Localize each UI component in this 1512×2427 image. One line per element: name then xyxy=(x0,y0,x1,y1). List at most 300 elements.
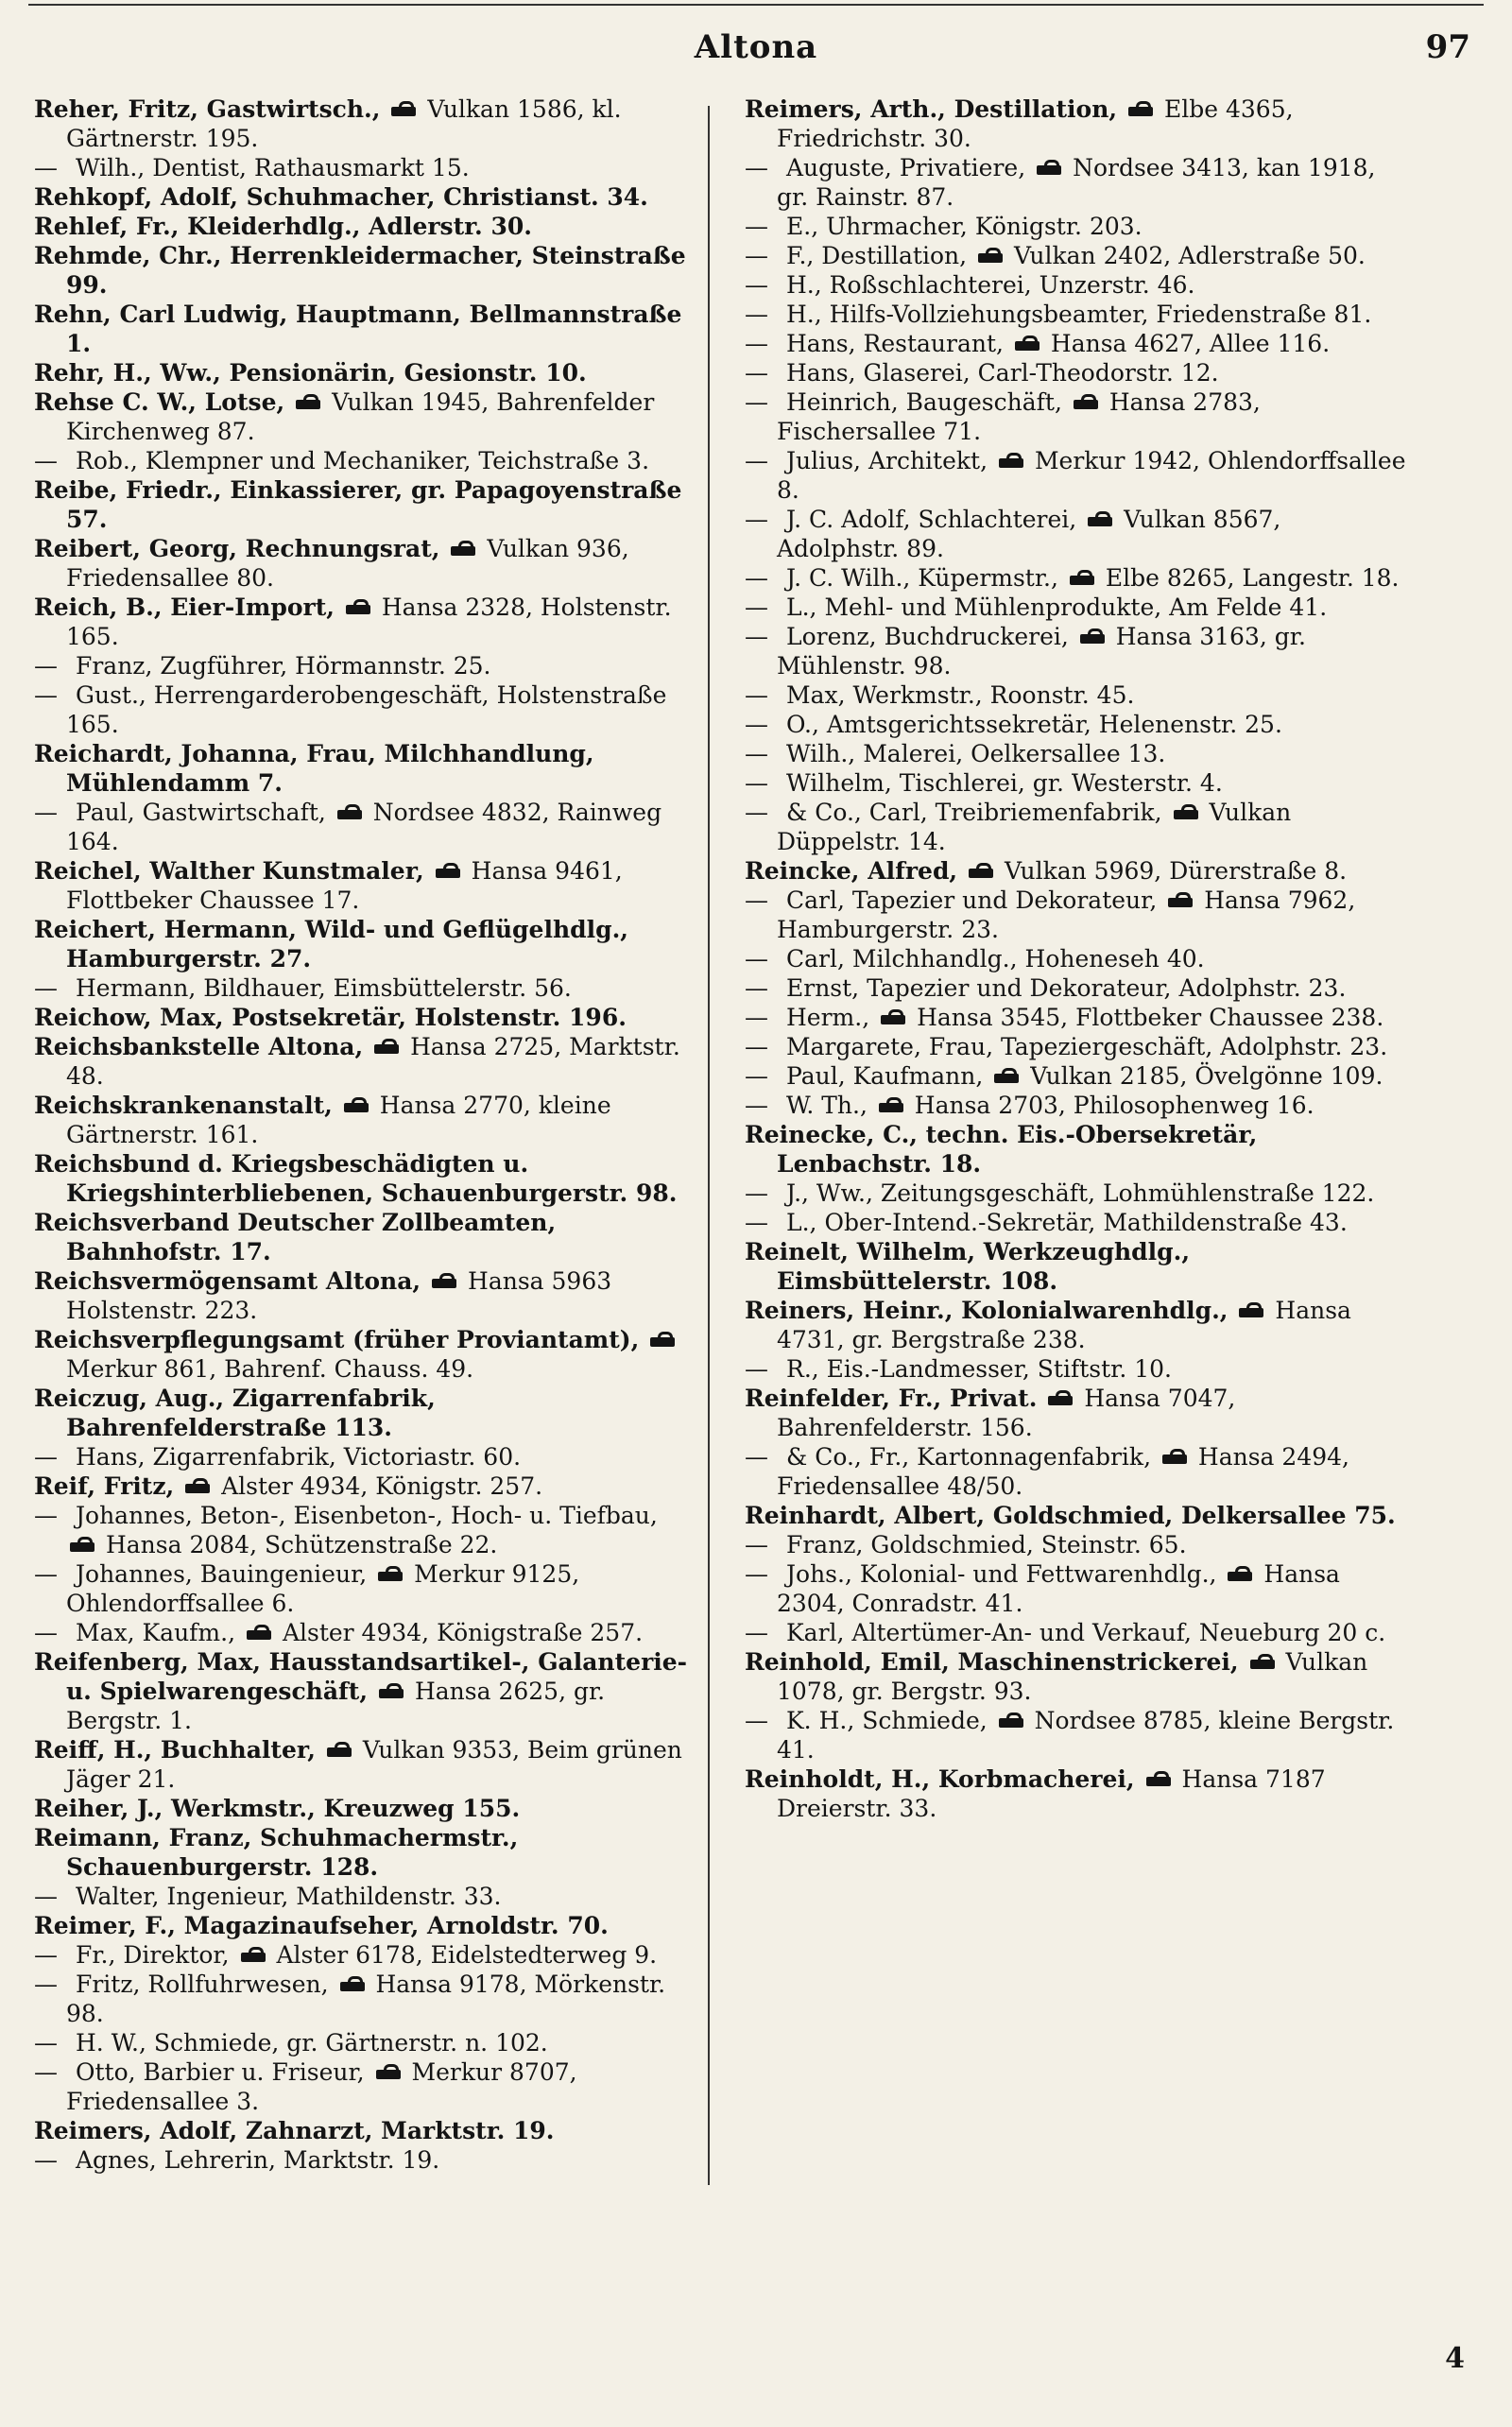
entry-details: Vulkan 936, Friedensallee 80. xyxy=(66,535,629,592)
entry-text: K. H., Schmiede, xyxy=(786,1707,988,1734)
entry-text: Herm., xyxy=(786,1004,870,1031)
directory-entry xyxy=(745,1120,1406,1179)
entry-details: Elbe 8265, Langestr. 18. xyxy=(1105,564,1400,592)
telephone-icon xyxy=(185,1482,210,1495)
column-divider xyxy=(708,106,710,2185)
entry-name: Reimer, F., Magazinaufseher, Arnoldstr. 70. xyxy=(34,1912,609,1939)
directory-entry xyxy=(745,505,1406,563)
directory-entry xyxy=(34,680,696,739)
dash-marker: — xyxy=(745,886,768,914)
entry-name: Reinelt, Wilhelm, Werkzeughdlg., Eimsbüttelerstr. 108. xyxy=(745,1238,1191,1295)
dash-marker: — xyxy=(745,359,768,387)
entry-text: Julius, Architekt, xyxy=(786,447,988,474)
directory-entry xyxy=(34,241,696,300)
entry-details: Vulkan 5969, Dürerstraße 8. xyxy=(1005,857,1348,885)
dash-marker: — xyxy=(34,2146,58,2174)
directory-entry xyxy=(745,1032,1406,1061)
entry-text: H., Roßschlachterei, Unzerstr. 46. xyxy=(786,271,1195,299)
top-rule xyxy=(28,4,1484,19)
directory-entry xyxy=(34,1266,696,1325)
dash-marker: — xyxy=(745,154,768,181)
directory-entry xyxy=(745,710,1406,739)
entry-details: Nordsee 3413, kan 1918, gr. Rainstr. 87. xyxy=(777,154,1376,211)
dash-marker: — xyxy=(34,974,58,1002)
entry-text: Max, Werkmstr., Roonstr. 45. xyxy=(786,681,1135,709)
dash-marker: — xyxy=(745,271,768,299)
directory-entry xyxy=(745,387,1406,446)
entry-name: Reichel, Walther Kunstmaler, xyxy=(34,857,424,885)
entry-text: F., Destillation, xyxy=(786,242,968,269)
directory-entry xyxy=(745,1647,1406,1706)
dash-marker: — xyxy=(745,1619,768,1646)
dash-marker: — xyxy=(34,1619,58,1646)
directory-entry xyxy=(745,593,1406,622)
dash-marker: — xyxy=(745,564,768,592)
entry-text: Karl, Altertümer-An- und Verkauf, Neueburg 20 c. xyxy=(786,1619,1386,1646)
entry-name: Rehn, Carl Ludwig, Hauptmann, Bellmannstraße 1. xyxy=(34,301,682,357)
entry-text: Otto, Barbier u. Friseur, xyxy=(76,2058,365,2086)
entry-name: Reher, Fritz, Gastwirtsch., xyxy=(34,95,381,123)
telephone-icon xyxy=(1037,164,1061,177)
directory-entry xyxy=(34,2116,696,2145)
entry-details: Hansa 2725, Marktstr. 48. xyxy=(66,1033,680,1090)
entry-name: Reinfelder, Fr., Privat. xyxy=(745,1385,1038,1412)
entry-text: Hans, Glaserei, Carl-Theodorstr. 12. xyxy=(786,359,1219,387)
directory-entry xyxy=(745,886,1406,944)
dash-marker: — xyxy=(745,1092,768,1119)
entry-name: Reinecke, C., techn. Eis.-Obersekretär, Lenbachstr. 18. xyxy=(745,1121,1258,1178)
telephone-icon xyxy=(451,544,475,558)
directory-entry xyxy=(34,651,696,680)
directory-entry xyxy=(745,1003,1406,1032)
entry-name: Reiners, Heinr., Kolonialwarenhdlg., xyxy=(745,1297,1228,1324)
entry-text: Carl, Milchhandlg., Hoheneseh 40. xyxy=(786,945,1205,973)
entry-details: Vulkan 8567, Adolphstr. 89. xyxy=(777,506,1281,562)
entry-details: Hansa 7962, Hamburgerstr. 23. xyxy=(777,886,1356,943)
directory-entry xyxy=(745,973,1406,1003)
telephone-icon xyxy=(374,1042,399,1056)
directory-entry xyxy=(745,1706,1406,1764)
dash-marker: — xyxy=(745,594,768,621)
entry-text: Ernst, Tapezier und Dekorateur, Adolphstr. 23. xyxy=(786,974,1347,1002)
entry-details: Hansa 9178, Mörkenstr. 98. xyxy=(66,1971,666,2027)
entry-details: Hansa 4627, Allee 116. xyxy=(1050,330,1331,357)
telephone-icon xyxy=(1128,105,1153,118)
entry-details: Hansa 7047, Bahrenfelderstr. 156. xyxy=(777,1385,1236,1441)
telephone-icon xyxy=(346,603,370,616)
dash-marker: — xyxy=(745,681,768,709)
directory-entry xyxy=(745,270,1406,300)
entry-name: Rehr, H., Ww., Pensionärin, Gesionstr. 10. xyxy=(34,359,587,387)
directory-entry xyxy=(745,153,1406,212)
entry-name: Reiff, H., Buchhalter, xyxy=(34,1736,316,1764)
directory-entry xyxy=(745,622,1406,680)
directory-entry xyxy=(34,1149,696,1208)
directory-entry xyxy=(34,1442,696,1472)
directory-entry xyxy=(745,1764,1406,1823)
entry-details: Vulkan 2185, Övelgönne 109. xyxy=(1030,1062,1383,1090)
dash-marker: — xyxy=(34,1502,58,1529)
entry-text: Paul, Gastwirtschaft, xyxy=(76,799,326,826)
directory-entry xyxy=(745,1618,1406,1647)
dash-marker: — xyxy=(745,1355,768,1383)
entry-text: & Co., Fr., Kartonnagenfabrik, xyxy=(786,1443,1152,1471)
dash-marker: — xyxy=(745,447,768,474)
directory-entry xyxy=(745,1384,1406,1442)
telephone-icon xyxy=(978,251,1003,265)
directory-entry xyxy=(34,212,696,241)
entry-text: Max, Kaufm., xyxy=(76,1619,236,1646)
directory-entry xyxy=(34,1794,696,1823)
entry-details: Hansa 2304, Conradstr. 41. xyxy=(777,1560,1340,1617)
directory-entry xyxy=(745,95,1406,153)
directory-entry xyxy=(34,593,696,651)
entry-text: Johannes, Bauingenieur, xyxy=(76,1560,368,1588)
telephone-icon xyxy=(999,456,1023,470)
telephone-icon xyxy=(376,2068,401,2081)
entry-details: Nordsee 4832, Rainweg 164. xyxy=(66,799,662,855)
entry-name: Rehmde, Chr., Herrenkleidermacher, Steinstraße 99. xyxy=(34,242,686,299)
directory-entry xyxy=(34,1647,696,1735)
directory-entry xyxy=(34,1032,696,1091)
dash-marker: — xyxy=(745,1209,768,1236)
telephone-icon xyxy=(1250,1658,1275,1671)
directory-entry xyxy=(34,1970,696,2028)
dash-marker: — xyxy=(745,1560,768,1588)
dash-marker: — xyxy=(745,1062,768,1090)
entry-name: Reichsvermögensamt Altona, xyxy=(34,1267,421,1295)
telephone-icon xyxy=(1162,1453,1187,1466)
entry-details: Nordsee 8785, kleine Bergstr. 41. xyxy=(777,1707,1395,1764)
telephone-icon xyxy=(1168,896,1193,909)
directory-entry xyxy=(745,1237,1406,1296)
entry-details: Alster 4934, Königstr. 257. xyxy=(221,1472,543,1500)
directory-entry xyxy=(745,739,1406,768)
directory-entry xyxy=(745,563,1406,593)
entry-text: Wilh., Dentist, Rathausmarkt 15. xyxy=(76,154,470,181)
entry-details: Hansa 4731, gr. Bergstraße 238. xyxy=(777,1297,1351,1353)
right-column xyxy=(745,95,1406,1823)
entry-name: Reichow, Max, Postsekretär, Holstenstr. 196. xyxy=(34,1004,627,1031)
directory-entry xyxy=(34,1384,696,1442)
entry-text: H. W., Schmiede, gr. Gärtnerstr. n. 102. xyxy=(76,2029,548,2057)
entry-text: J., Ww., Zeitungsgeschäft, Lohmühlenstraße 122. xyxy=(786,1179,1375,1207)
entry-details: Hansa 3545, Flottbeker Chaussee 238. xyxy=(917,1004,1384,1031)
entry-details: Hansa 2084, Schützenstraße 22. xyxy=(105,1531,498,1558)
directory-entry xyxy=(34,973,696,1003)
entry-name: Reichsbankstelle Altona, xyxy=(34,1033,364,1060)
telephone-icon xyxy=(999,1716,1023,1730)
left-column xyxy=(34,95,696,2175)
entry-name: Rehlef, Fr., Kleiderhdlg., Adlerstr. 30. xyxy=(34,213,532,240)
entry-details: Vulkan 1078, gr. Bergstr. 93. xyxy=(777,1648,1368,1705)
directory-entry xyxy=(34,1882,696,1911)
telephone-icon xyxy=(432,1277,456,1290)
entry-name: Reiczug, Aug., Zigarrenfabrik, Bahrenfelderstraße 113. xyxy=(34,1385,436,1441)
entry-details: Merkur 8707, Friedensallee 3. xyxy=(66,2058,577,2115)
dash-marker: — xyxy=(34,2058,58,2086)
directory-entry xyxy=(745,358,1406,387)
entry-name: Rehkopf, Adolf, Schuhmacher, Christianst. 34. xyxy=(34,183,648,211)
telephone-icon xyxy=(1070,574,1094,587)
dash-marker: — xyxy=(34,1971,58,1998)
telephone-icon xyxy=(241,1951,266,1964)
entry-details: Merkur 1942, Ohlendorffsallee 8. xyxy=(777,447,1406,504)
entry-text: Walter, Ingenieur, Mathildenstr. 33. xyxy=(76,1883,502,1910)
directory-entry xyxy=(745,1559,1406,1618)
directory-entry xyxy=(34,446,696,475)
telephone-icon xyxy=(327,1746,352,1759)
entry-name: Reichskrankenanstalt, xyxy=(34,1092,333,1119)
entry-details: Alster 4934, Königstraße 257. xyxy=(282,1619,644,1646)
entry-details: Merkur 9125, Ohlendorffsallee 6. xyxy=(66,1560,580,1617)
telephone-icon xyxy=(436,867,460,880)
dash-marker: — xyxy=(34,1443,58,1471)
signature-mark: 4 xyxy=(1445,2342,1465,2375)
directory-entry xyxy=(745,300,1406,329)
entry-details: Hansa 9461, Flottbeker Chaussee 17. xyxy=(66,857,623,914)
entry-name: Reimers, Arth., Destillation, xyxy=(745,95,1118,123)
entry-details: Hansa 2494, Friedensallee 48/50. xyxy=(777,1443,1349,1500)
telephone-icon xyxy=(247,1628,271,1642)
telephone-icon xyxy=(1074,398,1098,411)
dash-marker: — xyxy=(745,242,768,269)
dash-marker: — xyxy=(34,1560,58,1588)
dash-marker: — xyxy=(745,301,768,328)
entry-text: O., Amtsgerichtssekretär, Helenenstr. 25. xyxy=(786,711,1282,738)
dash-marker: — xyxy=(34,1941,58,1969)
entry-name: Reinhold, Emil, Maschinenstrickerei, xyxy=(745,1648,1239,1676)
directory-entry xyxy=(34,915,696,973)
directory-entry xyxy=(34,2057,696,2116)
entry-text: Hans, Restaurant, xyxy=(786,330,1004,357)
entry-text: Fritz, Rollfuhrwesen, xyxy=(76,1971,329,1998)
directory-entry xyxy=(745,329,1406,358)
directory-entry xyxy=(745,1208,1406,1237)
directory-entry xyxy=(745,856,1406,886)
entry-name: Reimann, Franz, Schuhmachermstr., Schauenburgerstr. 128. xyxy=(34,1824,519,1881)
dash-marker: — xyxy=(745,1179,768,1207)
directory-entry xyxy=(34,182,696,212)
directory-entry xyxy=(34,1618,696,1647)
dash-marker: — xyxy=(745,506,768,533)
entry-text: Rob., Klempner und Mechaniker, Teichstraße 3. xyxy=(76,447,650,474)
entry-text: L., Mehl- und Mühlenprodukte, Am Felde 41. xyxy=(786,594,1328,621)
entry-text: W. Th., xyxy=(786,1092,868,1119)
directory-entry xyxy=(34,2028,696,2057)
entry-name: Reiher, J., Werkmstr., Kreuzweg 155. xyxy=(34,1795,521,1822)
directory-entry xyxy=(745,1530,1406,1559)
entry-text: Hans, Zigarrenfabrik, Victoriastr. 60. xyxy=(76,1443,522,1471)
entry-text: L., Ober-Intend.-Sekretär, Mathildenstraße 43. xyxy=(786,1209,1348,1236)
entry-details: Vulkan 1586, kl. Gärtnerstr. 195. xyxy=(66,95,622,152)
dash-marker: — xyxy=(745,945,768,973)
directory-entry xyxy=(34,1325,696,1384)
directory-entry xyxy=(745,1354,1406,1384)
entry-details: Vulkan Düppelstr. 14. xyxy=(777,799,1292,855)
dash-marker: — xyxy=(34,652,58,680)
entry-details: Alster 6178, Eidelstedterweg 9. xyxy=(276,1941,658,1969)
dash-marker: — xyxy=(745,623,768,650)
entry-details: Vulkan 2402, Adlerstraße 50. xyxy=(1013,242,1366,269)
dash-marker: — xyxy=(745,1033,768,1060)
entry-details: Hansa 2703, Philosophenweg 16. xyxy=(914,1092,1314,1119)
entry-text: Lorenz, Buchdruckerei, xyxy=(786,623,1069,650)
directory-entry xyxy=(34,1940,696,1970)
telephone-icon xyxy=(1239,1306,1263,1319)
telephone-icon xyxy=(1048,1394,1073,1407)
entry-text: Franz, Zugführer, Hörmannstr. 25. xyxy=(76,652,491,680)
entry-details: Hansa 2328, Holstenstr. 165. xyxy=(66,594,672,650)
entry-text: Auguste, Privatiere, xyxy=(786,154,1026,181)
telephone-icon xyxy=(378,1570,403,1583)
entry-text: & Co., Carl, Treibriemenfabrik, xyxy=(786,799,1162,826)
telephone-icon xyxy=(879,1101,903,1114)
directory-entry xyxy=(34,856,696,915)
entry-details: Hansa 2770, kleine Gärtnerstr. 161. xyxy=(66,1092,611,1148)
dash-marker: — xyxy=(34,799,58,826)
directory-entry xyxy=(34,2145,696,2175)
telephone-icon xyxy=(1228,1570,1252,1583)
entry-text: Carl, Tapezier und Dekorateur, xyxy=(786,886,1158,914)
entry-details: Merkur 861, Bahrenf. Chauss. 49. xyxy=(66,1355,474,1383)
telephone-icon xyxy=(344,1101,369,1114)
entry-name: Reichardt, Johanna, Frau, Milchhandlung, Mühlendamm 7. xyxy=(34,740,594,797)
telephone-icon xyxy=(340,1980,365,1993)
telephone-icon xyxy=(296,398,320,411)
telephone-icon xyxy=(650,1335,675,1349)
entry-details: Vulkan 9353, Beim grünen Jäger 21. xyxy=(66,1736,682,1793)
entry-name: Reincke, Alfred, xyxy=(745,857,958,885)
directory-entry xyxy=(34,300,696,358)
dash-marker: — xyxy=(745,330,768,357)
directory-entry xyxy=(745,1179,1406,1208)
entry-details: Hansa 3163, gr. Mühlenstr. 98. xyxy=(777,623,1306,680)
entry-text: Franz, Goldschmied, Steinstr. 65. xyxy=(786,1531,1187,1558)
directory-entry xyxy=(745,1501,1406,1530)
dash-marker: — xyxy=(745,1707,768,1734)
directory-entry xyxy=(34,534,696,593)
directory-entry xyxy=(34,475,696,534)
directory-entry xyxy=(745,1091,1406,1120)
dash-marker: — xyxy=(745,1531,768,1558)
dash-marker: — xyxy=(745,711,768,738)
entry-text: Paul, Kaufmann, xyxy=(786,1062,984,1090)
entry-text: Johs., Kolonial- und Fettwarenhdlg., xyxy=(786,1560,1217,1588)
entry-details: Hansa 2783, Fischersallee 71. xyxy=(777,388,1261,445)
directory-entry xyxy=(745,241,1406,270)
directory-entry xyxy=(34,1208,696,1266)
entry-name: Reichsbund d. Kriegsbeschädigten u. Kriegshinterbliebenen, Schauenburgerstr. 98. xyxy=(34,1150,678,1207)
dash-marker: — xyxy=(745,974,768,1002)
dash-marker: — xyxy=(34,1883,58,1910)
page-number: 97 xyxy=(1425,28,1470,66)
entry-text: Margarete, Frau, Tapeziergeschäft, Adolphstr. 23. xyxy=(786,1033,1388,1060)
telephone-icon xyxy=(391,105,416,118)
directory-entry xyxy=(745,1296,1406,1354)
directory-entry xyxy=(34,1735,696,1794)
entry-text: J. C. Wilh., Küpermstr., xyxy=(786,564,1058,592)
entry-text: Johannes, Beton-, Eisenbeton-, Hoch- u. Tiefbau, xyxy=(76,1502,658,1529)
dash-marker: — xyxy=(34,447,58,474)
dash-marker: — xyxy=(745,213,768,240)
entry-text: R., Eis.-Landmesser, Stiftstr. 10. xyxy=(786,1355,1172,1383)
dash-marker: — xyxy=(745,1443,768,1471)
entry-text: H., Hilfs-Vollziehungsbeamter, Friedenstraße 81. xyxy=(786,301,1372,328)
entry-name: Reif, Fritz, xyxy=(34,1472,175,1500)
entry-details: Elbe 4365, Friedrichstr. 30. xyxy=(777,95,1294,152)
entry-details: Hansa 2625, gr. Bergstr. 1. xyxy=(66,1678,606,1734)
dash-marker: — xyxy=(745,388,768,416)
directory-entry xyxy=(34,1559,696,1618)
directory-entry xyxy=(745,944,1406,973)
dash-marker: — xyxy=(745,1004,768,1031)
entry-text: Wilhelm, Tischlerei, gr. Westerstr. 4. xyxy=(786,769,1223,797)
entry-text: J. C. Adolf, Schlachterei, xyxy=(786,506,1077,533)
entry-name: Reimers, Adolf, Zahnarzt, Marktstr. 19. xyxy=(34,2117,555,2144)
directory-entry xyxy=(745,798,1406,856)
directory-entry xyxy=(34,153,696,182)
dash-marker: — xyxy=(745,769,768,797)
dash-marker: — xyxy=(745,740,768,767)
directory-entry xyxy=(34,1003,696,1032)
dash-marker: — xyxy=(34,2029,58,2057)
entry-name: Reich, B., Eier-Import, xyxy=(34,594,335,621)
entry-name: Rehse C. W., Lotse, xyxy=(34,388,285,416)
telephone-icon xyxy=(1146,1775,1171,1788)
entry-text: Hermann, Bildhauer, Eimsbüttelerstr. 56. xyxy=(76,974,572,1002)
telephone-icon xyxy=(1174,808,1198,821)
directory-entry xyxy=(34,798,696,856)
directory-entry xyxy=(34,95,696,153)
directory-entry xyxy=(34,1823,696,1882)
entry-text: E., Uhrmacher, Königstr. 203. xyxy=(786,213,1143,240)
directory-entry xyxy=(745,768,1406,798)
entry-text: Gust., Herrengarderobengeschäft, Holstenstraße 165. xyxy=(66,681,667,738)
telephone-icon xyxy=(881,1013,905,1026)
telephone-icon xyxy=(1080,632,1105,645)
running-head-title: Altona xyxy=(694,28,818,66)
entry-name: Reinhardt, Albert, Goldschmied, Delkersallee 75. xyxy=(745,1502,1396,1529)
entry-name: Reibert, Georg, Rechnungsrat, xyxy=(34,535,440,562)
entry-details: Hansa 5963 Holstenstr. 223. xyxy=(66,1267,612,1324)
directory-entry xyxy=(745,1061,1406,1091)
dash-marker: — xyxy=(745,799,768,826)
telephone-icon xyxy=(969,867,993,880)
telephone-icon xyxy=(994,1072,1019,1085)
telephone-icon xyxy=(1015,339,1040,353)
telephone-icon xyxy=(379,1687,404,1700)
entry-name: Reichsverband Deutscher Zollbeamten, Bahnhofstr. 17. xyxy=(34,1209,557,1265)
entry-text: Heinrich, Baugeschäft, xyxy=(786,388,1062,416)
entry-details: Hansa 7187 Dreierstr. 33. xyxy=(777,1765,1326,1822)
entry-text: Agnes, Lehrerin, Marktstr. 19. xyxy=(76,2146,440,2174)
entry-details: Vulkan 1945, Bahrenfelder Kirchenweg 87. xyxy=(66,388,655,445)
directory-entry xyxy=(34,739,696,798)
entry-name: Reibe, Friedr., Einkassierer, gr. Papagoyenstraße 57. xyxy=(34,476,682,533)
telephone-icon xyxy=(1088,515,1112,528)
directory-entry xyxy=(34,1501,696,1559)
entry-name: Reichsverpflegungsamt (früher Proviantamt), xyxy=(34,1326,640,1353)
entry-text: Wilh., Malerei, Oelkersallee 13. xyxy=(786,740,1166,767)
entry-text: Fr., Direktor, xyxy=(76,1941,230,1969)
directory-entry xyxy=(34,387,696,446)
directory-entry xyxy=(745,446,1406,505)
dash-marker: — xyxy=(34,154,58,181)
directory-entry xyxy=(34,1091,696,1149)
entry-name: Reichert, Hermann, Wild- und Geflügelhdlg., Hamburgerstr. 27. xyxy=(34,916,628,973)
telephone-icon xyxy=(337,808,362,821)
